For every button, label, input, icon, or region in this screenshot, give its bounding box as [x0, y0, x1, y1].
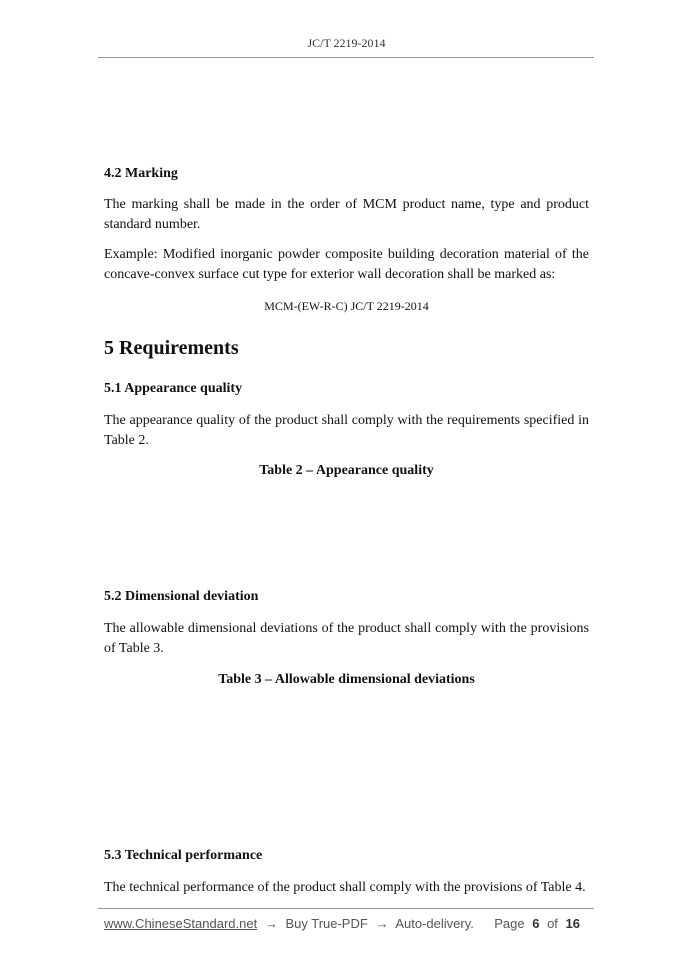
section-5-1 [104, 380, 589, 398]
section-heading-5-2: 5.2 Dimensional deviation [104, 589, 259, 604]
section-heading-5: 5 Requirements [104, 337, 239, 359]
table-3-caption-block [104, 671, 589, 689]
section-4-2 [104, 165, 589, 183]
section-5-3-paragraph-block [104, 878, 589, 898]
arrow-right-icon: → [264, 916, 278, 931]
running-header: JC/T 2219-2014 [307, 36, 386, 50]
footer-divider [98, 908, 594, 909]
section-5-2 [104, 588, 589, 606]
example-mark-block [104, 298, 589, 314]
section-heading-5-1: 5.1 Appearance quality [104, 381, 243, 396]
page-of: of [547, 916, 558, 931]
site-link[interactable]: www.ChineseStandard.net [104, 916, 258, 931]
auto-delivery-text: Auto-delivery. [395, 916, 474, 931]
section-4-2-paragraph-1-block [104, 195, 589, 235]
section-5-2-paragraph: The allowable dimensional deviations of the product shall comply with the provisions of Table 3. [104, 621, 589, 656]
table-2-caption: Table 2 – Appearance quality [259, 463, 434, 478]
page-current: 6 [532, 916, 540, 931]
table-3-caption: Table 3 – Allowable dimensional deviations [218, 672, 475, 687]
section-5-3 [104, 847, 589, 865]
page-label: Page [494, 916, 525, 931]
section-5-2-paragraph-block [104, 619, 589, 659]
table-2-caption-block [104, 462, 589, 480]
example-mark: MCM-(EW-R-C) JC/T 2219-2014 [264, 299, 429, 313]
section-heading-5-3: 5.3 Technical performance [104, 848, 263, 863]
section-4-2-paragraph-2: Example: Modified inorganic powder composite building decoration material of the concave-convex surface cut type for exterior wall decoration shall be marked as: [104, 247, 589, 282]
section-5-3-paragraph: The technical performance of the product shall comply with the provisions of Table 4. [104, 880, 586, 895]
arrow-right-icon: → [375, 916, 389, 931]
page-number [494, 916, 584, 931]
section-4-2-paragraph-1: The marking shall be made in the order of MCM product name, type and product standard number. [104, 197, 589, 232]
section-5 [104, 336, 589, 360]
footer-promo [104, 916, 474, 931]
header-divider [98, 57, 594, 58]
section-4-2-paragraph-2-block [104, 245, 589, 285]
page-total: 16 [565, 916, 580, 931]
section-5-1-paragraph: The appearance quality of the product shall comply with the requirements specified in Table 2. [104, 413, 589, 448]
buy-true-pdf-text: Buy True-PDF [285, 916, 368, 931]
section-heading-4-2: 4.2 Marking [104, 166, 178, 181]
section-5-1-paragraph-block [104, 411, 589, 451]
